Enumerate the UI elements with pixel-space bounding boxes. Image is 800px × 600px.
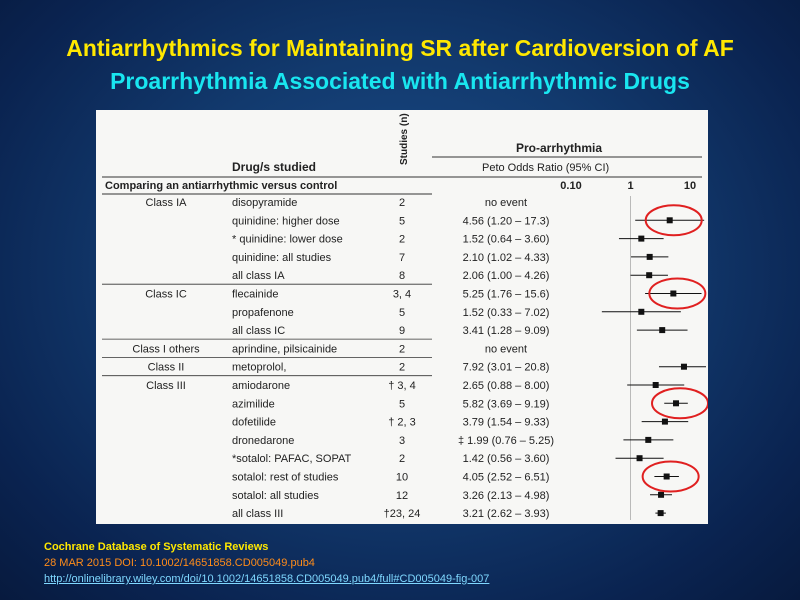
row-drug-label: quinidine: higher dose: [232, 215, 340, 228]
source-journal: Cochrane Database of Systematic Reviews: [44, 541, 269, 553]
row-odds-ratio: 2.65 (0.88 – 8.00): [462, 380, 550, 392]
row-drug-label: flecainide: [232, 288, 279, 301]
row-point-estimate: [645, 437, 651, 443]
header-studies: Studies (n): [399, 113, 410, 165]
forest-row: [232, 343, 527, 355]
row-studies: †23, 24: [383, 508, 421, 521]
row-drug-label: sotalol: rest of studies: [232, 471, 339, 484]
row-drug-label: disopyramide: [232, 197, 298, 209]
row-studies: 12: [395, 489, 409, 502]
row-drug-label: aprindine, pilsicainide: [232, 343, 338, 356]
row-odds-ratio: no event: [484, 343, 528, 356]
row-drug-label: * quinidine: lower dose: [232, 233, 343, 246]
row-odds-ratio: 2.10 (1.02 – 4.33): [462, 251, 550, 264]
row-point-estimate: [647, 254, 653, 260]
row-studies: 10: [395, 471, 409, 484]
row-drug-label: dofetilide: [232, 416, 277, 429]
row-point-estimate: [664, 474, 670, 480]
row-drug-label: propafenone: [232, 306, 294, 319]
header-stat: Peto Odds Ratio (95% CI): [482, 162, 610, 174]
forest-row: [232, 289, 701, 301]
row-drug-label: azimilide: [232, 398, 275, 411]
row-odds-ratio: 5.25 (1.76 – 15.6): [462, 288, 550, 301]
row-studies: † 3, 4: [388, 380, 416, 392]
source-link[interactable]: http://onlinelibrary.wiley.com/doi/10.1002/14651858.CD005049.pub4/full#CD005049-fig-007: [44, 573, 490, 585]
slide-subtitle: Proarrhythmia Associated with Antiarrhythmic Drugs: [110, 68, 690, 94]
row-odds-ratio: 4.56 (1.20 – 17.3): [462, 215, 550, 228]
row-drug-label: all class IC: [232, 325, 286, 338]
row-studies: 5: [398, 215, 406, 228]
forest-row: [232, 234, 664, 246]
forest-row: [232, 453, 664, 465]
row-odds-ratio: 1.52 (0.64 – 3.60): [462, 233, 550, 246]
axis-tick-label: 1: [627, 180, 634, 192]
row-drug-label: all class IA: [232, 270, 285, 283]
row-point-estimate: [637, 455, 643, 461]
row-odds-ratio: 5.82 (3.69 – 9.19): [462, 398, 550, 411]
header-drug: Drug/s studied: [232, 160, 317, 174]
row-studies: 2: [398, 197, 406, 209]
group-label: Class III: [146, 380, 186, 392]
forest-row: [232, 417, 688, 429]
forest-plot: [96, 110, 708, 524]
row-studies: 2: [398, 361, 406, 374]
row-odds-ratio: 7.92 (3.01 – 20.8): [462, 361, 550, 374]
row-studies: 2: [398, 453, 406, 466]
forest-row: [232, 435, 673, 447]
forest-row: [232, 398, 688, 410]
row-odds-ratio: 2.06 (1.00 – 4.26): [462, 270, 550, 283]
row-point-estimate: [638, 309, 644, 315]
row-drug-label: sotalol: all studies: [232, 489, 319, 502]
row-studies: 8: [398, 270, 406, 283]
row-odds-ratio: 3.79 (1.54 – 9.33): [462, 416, 550, 429]
forest-plot-panel: [96, 110, 708, 524]
slide-title: Antiarrhythmics for Maintaining SR after Cardioversion of AF: [66, 35, 734, 61]
axis-tick-label: 10: [683, 180, 697, 192]
row-point-estimate: [662, 419, 668, 425]
row-drug-label: all class III: [232, 508, 284, 521]
row-point-estimate: [646, 272, 652, 278]
header-outcome: Pro-arrhythmia: [516, 141, 603, 155]
row-odds-ratio: no event: [484, 197, 528, 209]
forest-row: [232, 252, 668, 264]
forest-row: [232, 490, 672, 502]
row-drug-label: *sotalol: PAFAC, SOPAT: [232, 453, 352, 466]
forest-row: [232, 380, 684, 392]
group-label: Class II: [147, 361, 185, 374]
row-odds-ratio: 3.26 (2.13 – 4.98): [462, 489, 550, 502]
row-odds-ratio: 1.52 (0.33 – 7.02): [462, 306, 550, 319]
forest-row: [232, 472, 679, 484]
row-odds-ratio: 3.41 (1.28 – 9.09): [462, 325, 550, 338]
row-odds-ratio: 4.05 (2.52 – 6.51): [462, 471, 550, 484]
row-drug-label: metoprolol,: [232, 361, 287, 374]
row-point-estimate: [659, 327, 665, 333]
forest-row: [232, 197, 527, 209]
row-point-estimate: [681, 364, 687, 370]
row-point-estimate: [673, 400, 679, 406]
forest-row: [232, 508, 666, 520]
group-label: Class IC: [145, 288, 187, 301]
row-odds-ratio: 1.42 (0.56 – 3.60): [462, 453, 550, 466]
row-drug-label: dronedarone: [232, 434, 295, 447]
forest-row: [232, 215, 704, 227]
row-point-estimate: [658, 510, 664, 516]
row-studies: 5: [398, 306, 406, 319]
row-studies: 7: [398, 251, 406, 264]
group-label: Class IA: [145, 197, 187, 209]
source-citation: 28 MAR 2015 DOI: 10.1002/14651858.CD005049.pub4: [44, 557, 315, 569]
forest-row: [232, 362, 706, 374]
row-studies: 3: [398, 434, 406, 447]
row-point-estimate: [638, 236, 644, 242]
row-point-estimate: [670, 291, 676, 297]
row-studies: 2: [398, 233, 406, 246]
forest-row: [232, 325, 688, 337]
group-label: Class I others: [132, 343, 200, 356]
forest-row: [232, 270, 668, 282]
row-studies: † 2, 3: [388, 416, 416, 429]
row-odds-ratio: 3.21 (2.62 – 3.93): [462, 508, 550, 521]
row-point-estimate: [658, 492, 664, 498]
row-drug-label: quinidine: all studies: [232, 251, 332, 264]
row-drug-label: amiodarone: [232, 380, 291, 392]
comparison-label: Comparing an antiarrhythmic versus control: [105, 180, 338, 192]
axis-tick-label: 0.10: [560, 180, 582, 192]
row-studies: 3, 4: [392, 288, 412, 301]
row-point-estimate: [667, 217, 673, 223]
row-studies: 9: [398, 325, 406, 338]
row-point-estimate: [653, 382, 659, 388]
row-studies: 2: [398, 343, 406, 356]
forest-row: [232, 307, 681, 319]
row-studies: 5: [398, 398, 406, 411]
row-odds-ratio: ‡ 1.99 (0.76 – 5.25): [457, 434, 555, 447]
